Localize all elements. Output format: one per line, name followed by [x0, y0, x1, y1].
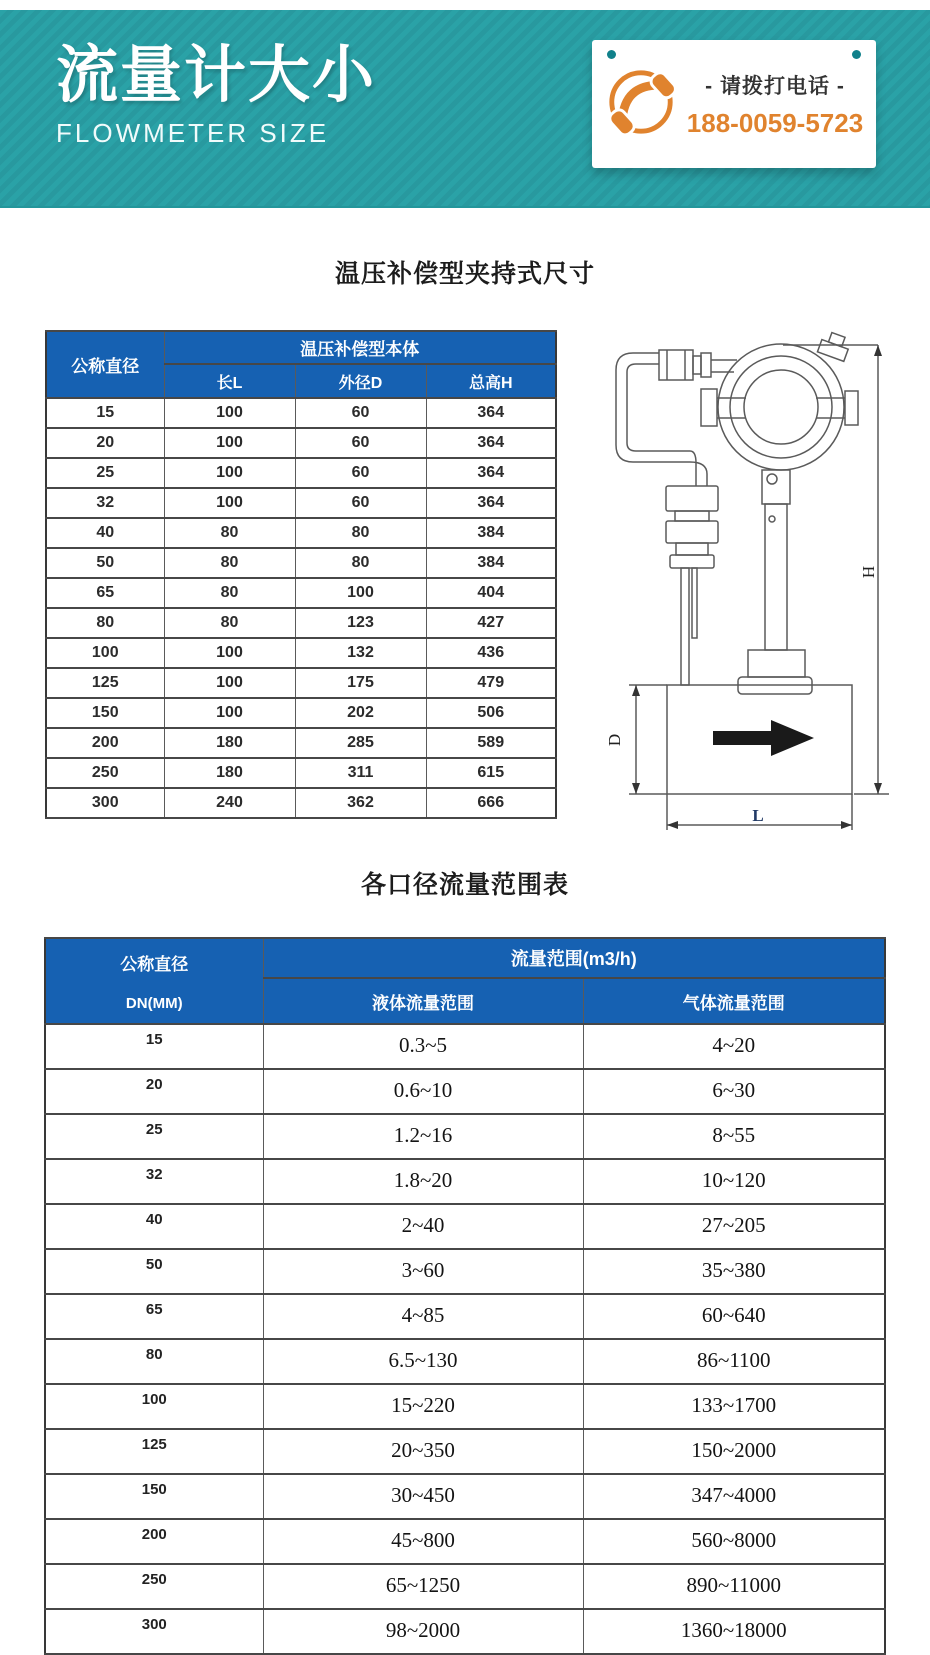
- table-cell: 4~85: [263, 1294, 583, 1339]
- table-cell: 50: [46, 548, 164, 578]
- table-cell: 100: [45, 1384, 263, 1429]
- table-cell: 6.5~130: [263, 1339, 583, 1384]
- table-cell: 150: [46, 698, 164, 728]
- table-row: [46, 428, 556, 458]
- table-cell: 80: [46, 608, 164, 638]
- pin-dot-right: [852, 50, 861, 59]
- table-cell: 0.6~10: [263, 1069, 583, 1114]
- table-cell: 615: [426, 758, 556, 788]
- table-cell: 200: [46, 728, 164, 758]
- table-cell: 15: [46, 398, 164, 428]
- flow-direction-arrow: [713, 720, 814, 756]
- table-row: [45, 1339, 885, 1384]
- dim-label-d: D: [605, 733, 625, 747]
- section1-title: 温压补偿型夹持式尺寸: [334, 260, 595, 288]
- table-cell: 2~40: [263, 1204, 583, 1249]
- flow-range-table: [44, 937, 886, 1655]
- table-cell: 30~450: [263, 1474, 583, 1519]
- col-header-total-height: 总高H: [426, 364, 556, 398]
- table-cell: 65~1250: [263, 1564, 583, 1609]
- table-cell: 1.2~16: [263, 1114, 583, 1159]
- table-cell: 8~55: [583, 1114, 885, 1159]
- table-cell: 200: [45, 1519, 263, 1564]
- col-header-outer-diameter: 外径D: [295, 364, 426, 398]
- section1-content: [0, 330, 930, 839]
- table-row: [46, 758, 556, 788]
- table-cell: 40: [45, 1204, 263, 1249]
- col-header-line1: 公称直径: [120, 955, 189, 974]
- table-cell: 250: [45, 1564, 263, 1609]
- table-cell: 65: [45, 1294, 263, 1339]
- table-row: [45, 1519, 885, 1564]
- table-header-row: [46, 331, 556, 364]
- section2-title: 各口径流量范围表: [360, 871, 569, 899]
- phone-number: 188-0059-5723: [686, 107, 864, 138]
- table-cell: 506: [426, 698, 556, 728]
- table-cell: 100: [164, 488, 295, 518]
- table-cell: 1360~18000: [583, 1609, 885, 1654]
- call-cta-label: - 请拨打电话 -: [705, 74, 845, 98]
- dim-label-h: H: [859, 565, 879, 579]
- table-row: [46, 608, 556, 638]
- header-banner: [0, 10, 930, 208]
- table-cell: 20: [46, 428, 164, 458]
- table-cell: 100: [164, 398, 295, 428]
- table-cell: 125: [46, 668, 164, 698]
- table-cell: 60: [295, 398, 426, 428]
- table-cell: 80: [164, 518, 295, 548]
- table-cell: 300: [46, 788, 164, 818]
- table-cell: 60: [295, 488, 426, 518]
- table-cell: 80: [164, 578, 295, 608]
- table-row: [46, 548, 556, 578]
- table-cell: 132: [295, 638, 426, 668]
- table-row: [45, 1474, 885, 1519]
- table-cell: 404: [426, 578, 556, 608]
- table-row: [46, 668, 556, 698]
- table-cell: 560~8000: [583, 1519, 885, 1564]
- table-cell: 589: [426, 728, 556, 758]
- table-cell: 100: [46, 638, 164, 668]
- table-cell: 202: [295, 698, 426, 728]
- table-cell: 15~220: [263, 1384, 583, 1429]
- table-cell: 125: [45, 1429, 263, 1474]
- table-cell: 300: [45, 1609, 263, 1654]
- table-cell: 364: [426, 398, 556, 428]
- table-cell: 100: [164, 458, 295, 488]
- table-cell: 364: [426, 488, 556, 518]
- table-cell: 15: [45, 1024, 263, 1069]
- col-header-length: 长L: [164, 364, 295, 398]
- page-subtitle: FLOWMETER SIZE: [56, 118, 330, 148]
- table-cell: 150~2000: [583, 1429, 885, 1474]
- table-cell: 25: [45, 1114, 263, 1159]
- table-row: [45, 1114, 885, 1159]
- table-cell: 1.8~20: [263, 1159, 583, 1204]
- flowmeter-technical-drawing: [595, 322, 905, 839]
- table-cell: 80: [295, 518, 426, 548]
- table-cell: 80: [45, 1339, 263, 1384]
- brand-block: [56, 41, 377, 149]
- table-cell: 180: [164, 728, 295, 758]
- table-cell: 311: [295, 758, 426, 788]
- table-cell: 80: [295, 548, 426, 578]
- table-row: [45, 1294, 885, 1339]
- table-row: [45, 1609, 885, 1654]
- page-title: 流量计大小: [56, 41, 377, 110]
- table-row: [45, 1069, 885, 1114]
- table-row: [46, 638, 556, 668]
- table-cell: 60: [295, 428, 426, 458]
- table-row: [45, 1429, 885, 1474]
- table-cell: 364: [426, 428, 556, 458]
- table-cell: 100: [295, 578, 426, 608]
- table-cell: 65: [46, 578, 164, 608]
- table-cell: 98~2000: [263, 1609, 583, 1654]
- table-cell: 50: [45, 1249, 263, 1294]
- table-row: [46, 728, 556, 758]
- col-group-header-flow-range: 流量范围(m3/h): [263, 938, 885, 978]
- table-cell: 666: [426, 788, 556, 818]
- col-header-liquid-range: 液体流量范围: [263, 978, 583, 1024]
- table-cell: 86~1100: [583, 1339, 885, 1384]
- table-row: [45, 1249, 885, 1294]
- table-cell: 384: [426, 518, 556, 548]
- phone-card: [592, 40, 876, 168]
- table-row: [46, 398, 556, 428]
- table-cell: 3~60: [263, 1249, 583, 1294]
- table-cell: 427: [426, 608, 556, 638]
- table-row: [46, 578, 556, 608]
- table-cell: 347~4000: [583, 1474, 885, 1519]
- table-row: [46, 788, 556, 818]
- table-row: [46, 698, 556, 728]
- table-cell: 479: [426, 668, 556, 698]
- table-cell: 150: [45, 1474, 263, 1519]
- table-cell: 4~20: [583, 1024, 885, 1069]
- table-cell: 362: [295, 788, 426, 818]
- table-cell: 20~350: [263, 1429, 583, 1474]
- table-row: [46, 488, 556, 518]
- table-cell: 32: [45, 1159, 263, 1204]
- table-cell: 6~30: [583, 1069, 885, 1114]
- table-cell: 285: [295, 728, 426, 758]
- table-cell: 133~1700: [583, 1384, 885, 1429]
- table-row: [45, 1159, 885, 1204]
- table-row: [46, 518, 556, 548]
- col-group-header-body: 温压补偿型本体: [164, 331, 556, 364]
- table-cell: 40: [46, 518, 164, 548]
- table-row: [45, 1564, 885, 1609]
- table-cell: 100: [164, 428, 295, 458]
- table-cell: 32: [46, 488, 164, 518]
- table-cell: 35~380: [583, 1249, 885, 1294]
- dimensions-table: [45, 330, 557, 819]
- table-cell: 240: [164, 788, 295, 818]
- table-row: [45, 1384, 885, 1429]
- table-cell: 890~11000: [583, 1564, 885, 1609]
- phone-icon: [604, 65, 678, 144]
- table-cell: 100: [164, 668, 295, 698]
- table-cell: 100: [164, 638, 295, 668]
- table-cell: 0.3~5: [263, 1024, 583, 1069]
- col-header-line2: DN(MM): [125, 995, 183, 1012]
- col-header-gas-range: 气体流量范围: [583, 978, 885, 1024]
- table-cell: 180: [164, 758, 295, 788]
- table-cell: 10~120: [583, 1159, 885, 1204]
- table-cell: 80: [164, 548, 295, 578]
- table-row: [45, 1024, 885, 1069]
- phone-texts: [686, 70, 864, 139]
- table-cell: 45~800: [263, 1519, 583, 1564]
- col-header-nominal-diameter: [45, 938, 263, 1024]
- pin-dot-left: [607, 50, 616, 59]
- table-header-row: [45, 938, 885, 978]
- table-cell: 20: [45, 1069, 263, 1114]
- top-white-strip: [0, 0, 930, 10]
- table-cell: 27~205: [583, 1204, 885, 1249]
- col-header-nominal-diameter: 公称直径: [46, 331, 164, 398]
- table-cell: 250: [46, 758, 164, 788]
- table-cell: 123: [295, 608, 426, 638]
- table-cell: 60~640: [583, 1294, 885, 1339]
- table-cell: 60: [295, 458, 426, 488]
- table-cell: 100: [164, 698, 295, 728]
- table-row: [46, 458, 556, 488]
- dim-label-l: L: [752, 806, 764, 825]
- table-cell: 364: [426, 458, 556, 488]
- table-cell: 175: [295, 668, 426, 698]
- table-cell: 80: [164, 608, 295, 638]
- table-cell: 384: [426, 548, 556, 578]
- table-cell: 25: [46, 458, 164, 488]
- table-cell: 436: [426, 638, 556, 668]
- table-row: [45, 1204, 885, 1249]
